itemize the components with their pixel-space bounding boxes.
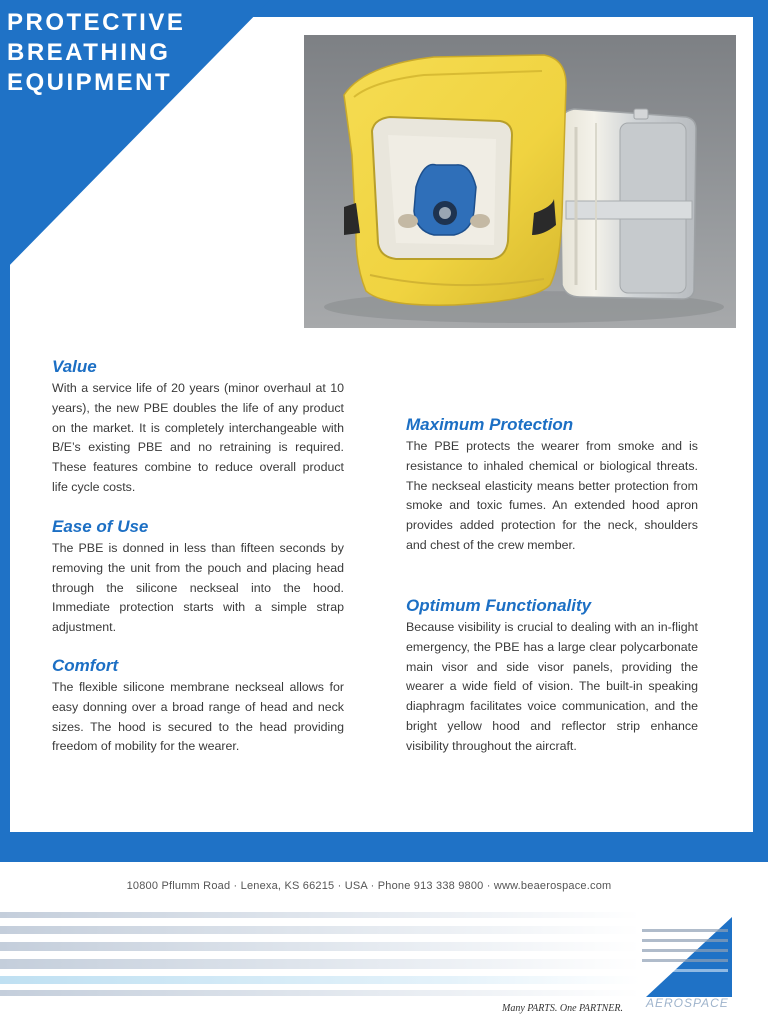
decorative-stripes [0,912,640,997]
section-body: The flexible silicone membrane neckseal allows for easy donning over a broad range of head and neck sizes. The hood is secured to the head providing freedom of mobility for the wearer. [52,680,344,754]
storage-container [560,109,696,299]
section-body: The PBE is donned in less than fifteen seconds by removing the unit from the pouch and placing head through the silicone neckseal into the hood. Immediate protection starts with a simple strap adjustment. [52,541,344,635]
section-maximum-protection [406,415,698,556]
contact-address: 10800 Pflumm Road · Lenexa, KS 66215 · USA · Phone 913 338 9800 · www.beaerospace.com [126,880,612,892]
section-heading: Comfort [52,656,119,675]
page-title [7,8,185,98]
section-ease-of-use [52,517,344,638]
section-body: The PBE protects the wearer from smoke and is resistance to inhaled chemical or biological threats. The neckseal elasticity means better protection from smoke and toxic fumes. An extended hood apron provides added protection for the neck, shoulders and chest of the crew member. [406,439,698,552]
section-body: Because visibility is crucial to dealing with an in-flight emergency, the PBE has a large clear polycarbonate main visor and side visor panels, providing the wearer a wide field of vision. The built-in speaking diaphragm facilitates voice communication, and the bright yellow hood and reflector strip enhance visibility throughout the aircraft. [406,620,698,753]
section-heading: Ease of Use [52,517,149,536]
section-heading: Maximum Protection [406,415,574,434]
tagline: Many PARTS. One PARTNER. [502,1003,624,1014]
title-line-1: PROTECTIVE [7,9,186,36]
product-photo [304,35,736,328]
yellow-hood [344,55,566,305]
section-body: With a service life of 20 years (minor overhaul at 10 years), the new PBE doubles the life of any product on the market. It is completely interchangeable with B/E’s existing PBE and no retraining is required. These features combine to reduce overall product life cycle costs. [52,381,344,494]
section-optimum-functionality [406,596,698,757]
title-line-2: BREATHING [7,39,171,66]
logo-wordmark: AEROSPACE [646,996,729,1010]
section-heading: Value [52,357,97,376]
title-line-3: EQUIPMENT [7,69,173,96]
section-value [52,357,344,498]
logo-mark: B/E [741,980,763,995]
section-comfort [52,656,344,757]
section-heading: Optimum Functionality [406,596,592,615]
